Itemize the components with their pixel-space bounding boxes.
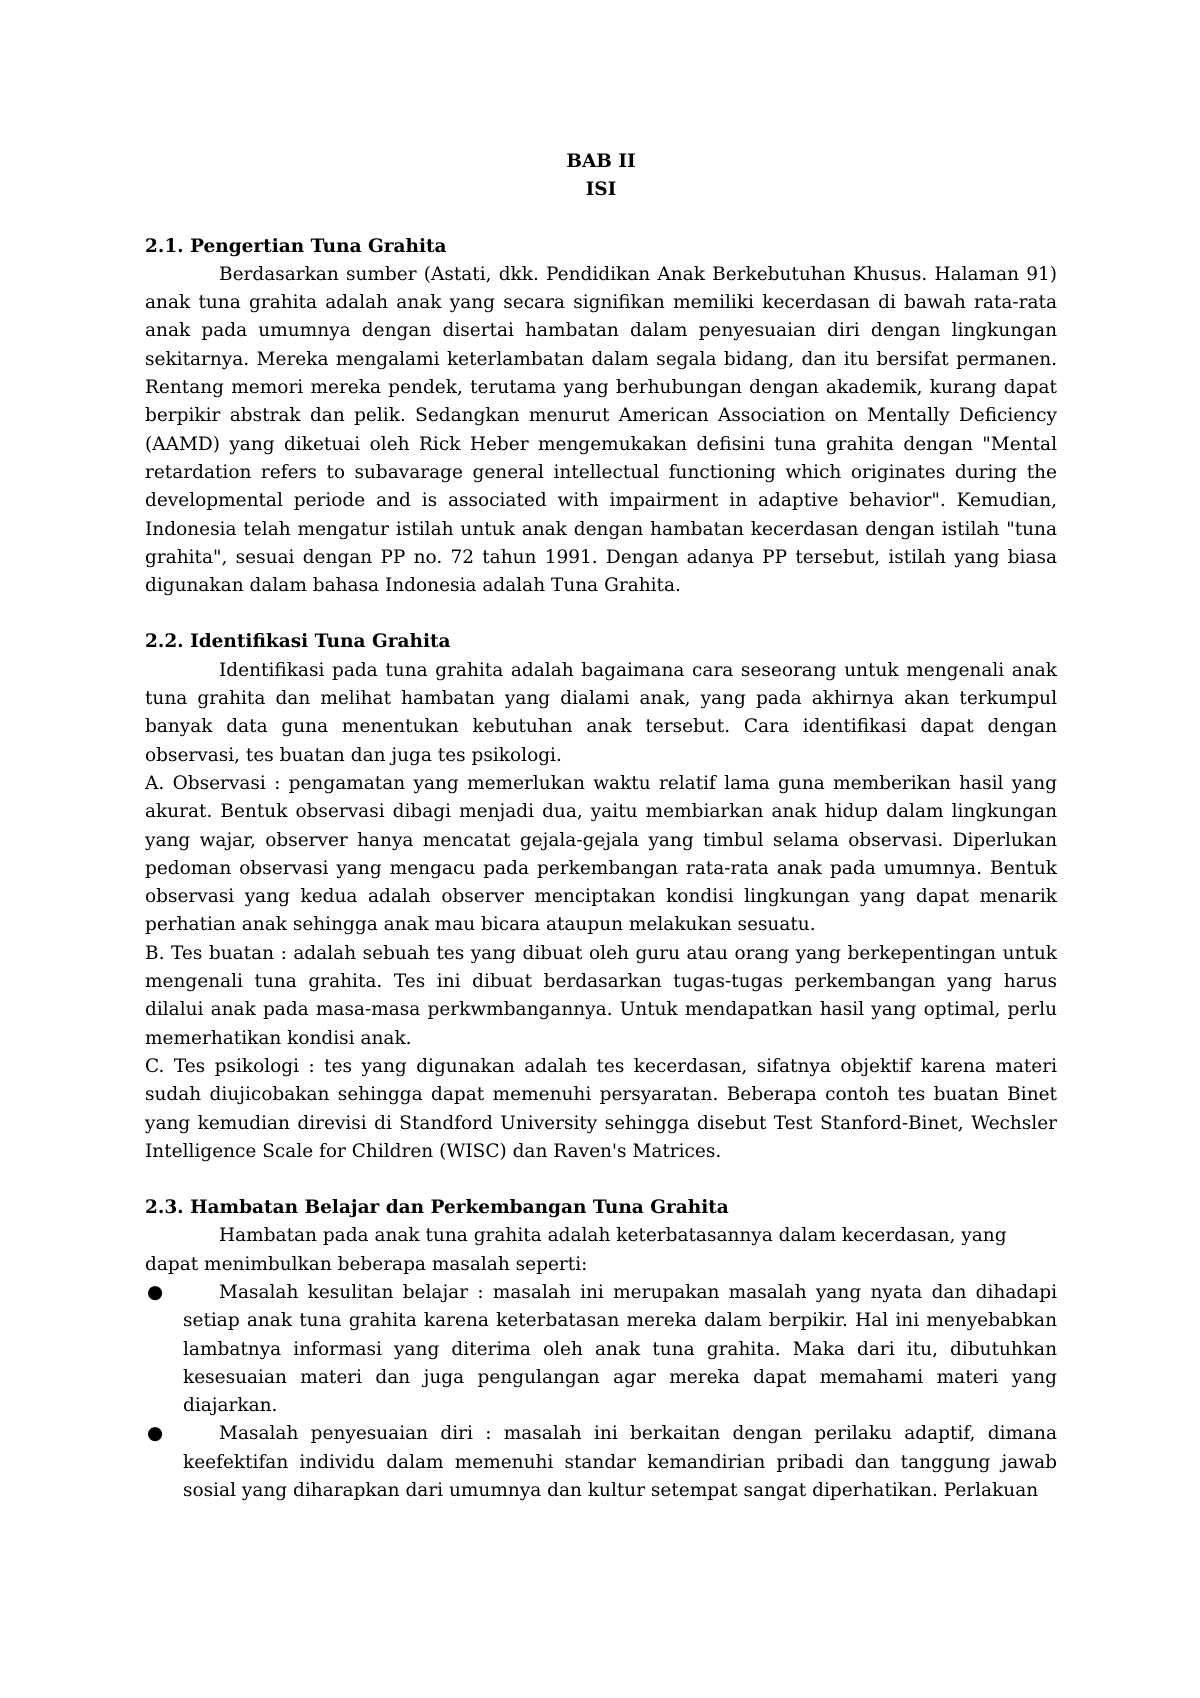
section-heading: 2.2. Identifikasi Tuna Grahita [145, 631, 451, 653]
list-item-text: Masalah penyesuaian diri : masalah ini berkaitan dengan perilaku adaptif, dimana keefektifan individu dalam memenuhi standar kemandirian pribadi dan tanggung jawab sosial yang diharapkan dari umumnya dan kultur setempat sangat diperhatikan. Perlakuan [183, 1423, 1057, 1502]
bullet-icon: ● [147, 1281, 164, 1303]
paragraph: Berdasarkan sumber (Astati, dkk. Pendidikan Anak Berkebutuhan Khusus. Halaman 91) anak tuna grahita adalah anak yang secara signifikan memiliki kecerdasan di bawah rata-rata anak pada umumnya dengan disertai hambatan dalam penyesuaian diri dengan lingkungan sekitarnya. Mereka mengalami keterlambatan dalam segala bidang, dan itu bersifat permanen. Rentang memori mereka pendek, terutama yang berhubungan dengan akademik, kurang dapat berpikir abstrak dan pelik. Sedangkan menurut American Association on Mentally Deficiency (AAMD) yang diketuai oleh Rick Heber mengemukakan defisini tuna grahita dengan "Mental retardation refers to subavarage general intellectual functioning which originates during the developmental periode and is associated with impairment in adaptive behavior". Kemudian, Indonesia telah mengatur istilah untuk anak dengan hambatan kecerdasan dengan istilah "tuna grahita", sesuai dengan PP no. 72 tahun 1991. Dengan adanya PP tersebut, istilah yang biasa digunakan dalam bahasa Indonesia adalah Tuna Grahita. [145, 263, 1057, 597]
list-item [145, 1279, 1057, 1420]
chapter-heading [145, 148, 1057, 205]
section-heading: 2.1. Pengertian Tuna Grahita [145, 235, 447, 257]
paragraph-tes-psikologi: C. Tes psikologi : tes yang digunakan adalah tes kecerdasan, sifatnya objektif karena materi sudah diujicobakan sehingga dapat memenuhi persyaratan. Beberapa contoh tes buatan Binet yang kemudian direvisi di Standford University sehingga disebut Test Stanford-Binet, Wechsler Intelligence Scale for Children (WISC) dan Raven's Matrices. [145, 1055, 1057, 1162]
paragraph-observasi: A. Observasi : pengamatan yang memerlukan waktu relatif lama guna memberikan hasil yang akurat. Bentuk observasi dibagi menjadi dua, yaitu membiarkan anak hidup dalam lingkungan yang wajar, observer hanya mencatat gejala-gejala yang timbul selama observasi. Diperlukan pedoman observasi yang mengacu pada perkembangan rata-rata anak pada umumnya. Bentuk observasi yang kedua adalah observer menciptakan kondisi lingkungan yang dapat menarik perhatian anak sehingga anak mau bicara ataupun melakukan sesuatu. [145, 772, 1057, 936]
list-item-text: Masalah kesulitan belajar : masalah ini merupakan masalah yang nyata dan dihadapi setiap anak tuna grahita karena keterbatasan mereka dalam berpikir. Hal ini menyebabkan lambatnya informasi yang diterima oleh anak tuna grahita. Maka dari itu, dibutuhkan kesesuaian materi dan juga pengulangan agar mereka dapat memahami materi yang diajarkan. [183, 1281, 1057, 1417]
chapter-number: BAB II [566, 151, 636, 172]
spacer [145, 205, 1057, 233]
chapter-title: ISI [585, 179, 617, 201]
section-heading: 2.3. Hambatan Belajar dan Perkembangan Tuna Grahita [145, 1197, 729, 1219]
paragraph: Identifikasi pada tuna grahita adalah bagaimana cara seseorang untuk mengenali anak tuna grahita dan melihat hambatan yang dialami anak, yang pada akhirnya akan terkumpul banyak data guna menentukan kebutuhan anak tersebut. Cara identifikasi dapat dengan observasi, tes buatan dan juga tes psikologi. [145, 659, 1057, 766]
document-body [145, 148, 1057, 1505]
spacer [145, 600, 1057, 628]
section-hambatan [145, 1194, 1057, 1505]
spacer [145, 1166, 1057, 1194]
list-item [145, 1420, 1057, 1505]
bullet-icon: ● [147, 1423, 164, 1445]
paragraph-tes-buatan: B. Tes buatan : adalah sebuah tes yang dibuat oleh guru atau orang yang berkepentingan untuk mengenali tuna grahita. Tes ini dibuat berdasarkan tugas-tugas perkembangan yang harus dilalui anak pada masa-masa perkwmbangannya. Untuk mendapatkan hasil yang optimal, perlu memerhatikan kondisi anak. [145, 942, 1057, 1049]
section-pengertian [145, 233, 1057, 601]
paragraph-intro: Hambatan pada anak tuna grahita adalah keterbatasannya dalam kecerdasan, yang dapat menimbulkan beberapa masalah seperti: [145, 1225, 1007, 1275]
section-identifikasi [145, 628, 1057, 1166]
bullet-list [145, 1279, 1057, 1505]
